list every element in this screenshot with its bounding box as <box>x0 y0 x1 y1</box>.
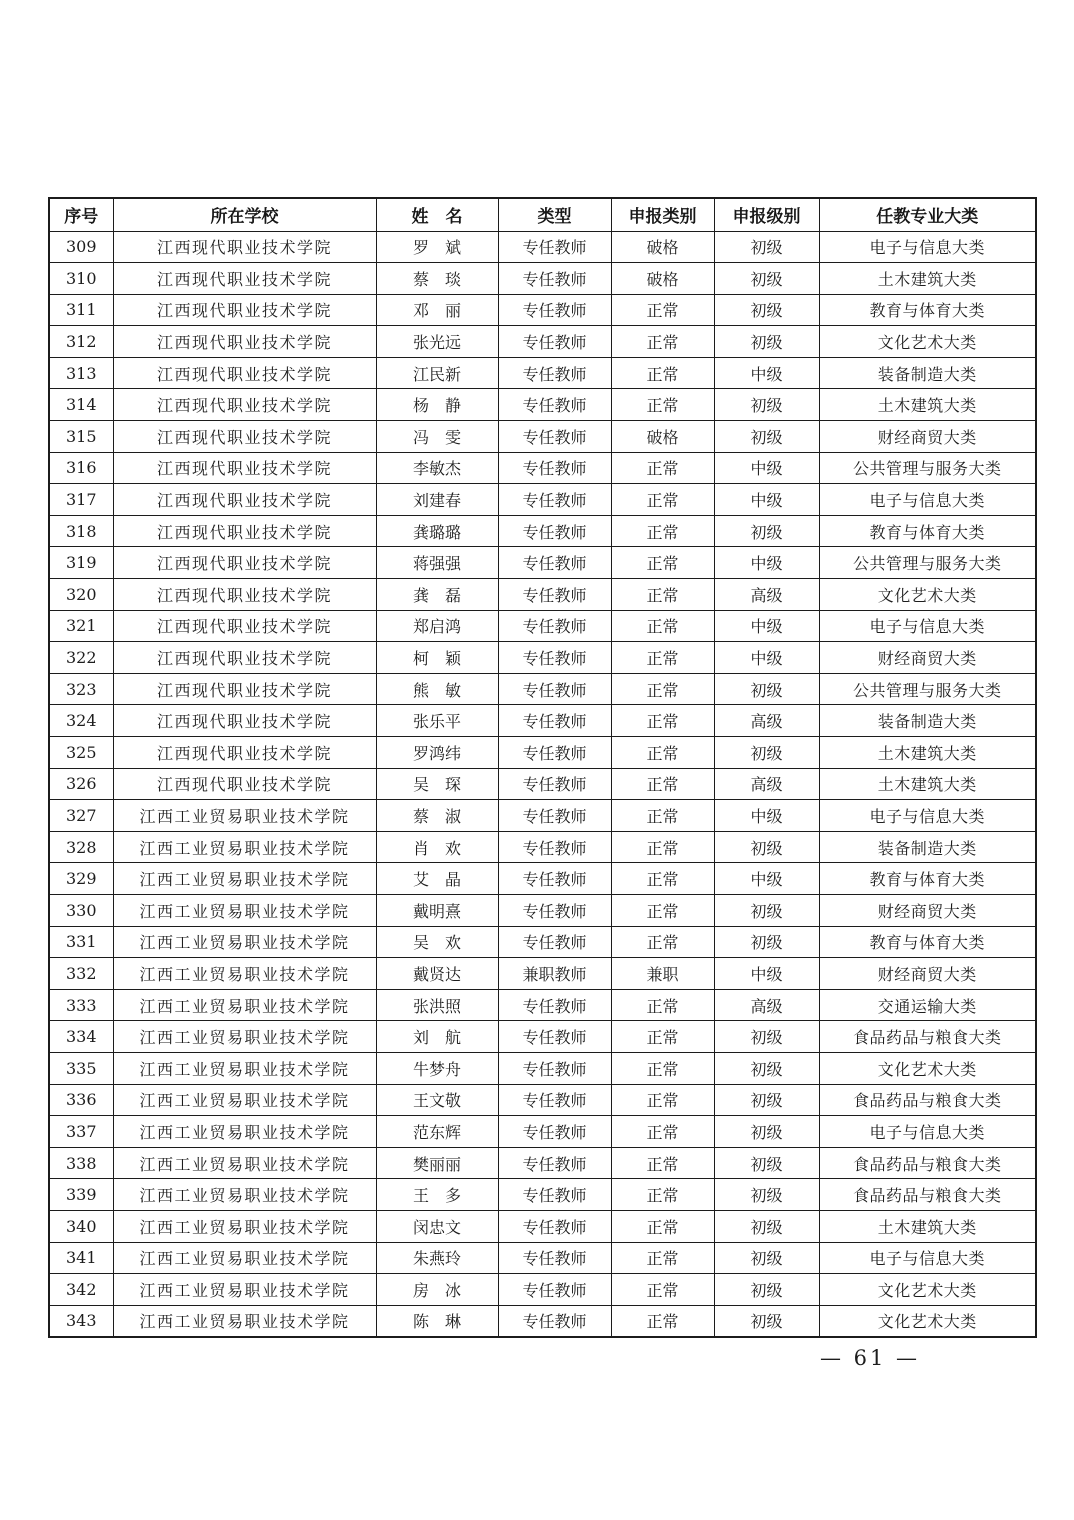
cell: 310 <box>49 263 113 295</box>
cell: 339 <box>49 1179 113 1211</box>
cell: 314 <box>49 389 113 421</box>
cell: 正常 <box>611 389 714 421</box>
cell: 正常 <box>611 357 714 389</box>
cell: 江西工业贸易职业技术学院 <box>113 958 376 990</box>
cell: 正常 <box>611 831 714 863</box>
cell: 土木建筑大类 <box>819 263 1036 295</box>
cell: 交通运输大类 <box>819 989 1036 1021</box>
cell: 专任教师 <box>498 579 611 611</box>
cell: 戴贤达 <box>376 958 498 990</box>
cell: 正常 <box>611 547 714 579</box>
cell: 江西现代职业技术学院 <box>113 705 376 737</box>
cell: 正常 <box>611 1274 714 1306</box>
table-row <box>49 294 1036 326</box>
cell: 专任教师 <box>498 231 611 263</box>
cell: 专任教师 <box>498 263 611 295</box>
column-header: 任教专业大类 <box>819 198 1036 231</box>
cell: 江西工业贸易职业技术学院 <box>113 1147 376 1179</box>
cell: 电子与信息大类 <box>819 484 1036 516</box>
cell: 正常 <box>611 610 714 642</box>
table-row <box>49 831 1036 863</box>
cell: 高级 <box>714 579 819 611</box>
cell: 江西工业贸易职业技术学院 <box>113 863 376 895</box>
table-row <box>49 768 1036 800</box>
cell: 专任教师 <box>498 610 611 642</box>
cell: 初级 <box>714 673 819 705</box>
cell: 装备制造大类 <box>819 705 1036 737</box>
cell: 江西工业贸易职业技术学院 <box>113 1021 376 1053</box>
cell: 正常 <box>611 673 714 705</box>
cell: 334 <box>49 1021 113 1053</box>
cell: 专任教师 <box>498 421 611 453</box>
table-row <box>49 1210 1036 1242</box>
cell: 江西现代职业技术学院 <box>113 515 376 547</box>
table-row <box>49 515 1036 547</box>
table-row <box>49 484 1036 516</box>
cell: 江西现代职业技术学院 <box>113 231 376 263</box>
cell: 318 <box>49 515 113 547</box>
column-header: 姓 名 <box>376 198 498 231</box>
cell: 公共管理与服务大类 <box>819 673 1036 705</box>
cell: 吴 欢 <box>376 926 498 958</box>
cell: 正常 <box>611 1305 714 1337</box>
cell: 江西现代职业技术学院 <box>113 294 376 326</box>
cell: 324 <box>49 705 113 737</box>
cell: 中级 <box>714 610 819 642</box>
cell: 樊丽丽 <box>376 1147 498 1179</box>
cell: 初级 <box>714 231 819 263</box>
cell: 电子与信息大类 <box>819 231 1036 263</box>
cell: 高级 <box>714 768 819 800</box>
cell: 中级 <box>714 642 819 674</box>
cell: 专任教师 <box>498 894 611 926</box>
cell: 江西工业贸易职业技术学院 <box>113 926 376 958</box>
cell: 电子与信息大类 <box>819 800 1036 832</box>
cell: 食品药品与粮食大类 <box>819 1179 1036 1211</box>
cell: 专任教师 <box>498 1274 611 1306</box>
cell: 江西现代职业技术学院 <box>113 357 376 389</box>
cell: 江西现代职业技术学院 <box>113 389 376 421</box>
column-header: 所在学校 <box>113 198 376 231</box>
cell: 330 <box>49 894 113 926</box>
cell: 正常 <box>611 1242 714 1274</box>
cell: 江西现代职业技术学院 <box>113 579 376 611</box>
table-row <box>49 357 1036 389</box>
cell: 江西现代职业技术学院 <box>113 484 376 516</box>
table-row <box>49 705 1036 737</box>
cell: 江西工业贸易职业技术学院 <box>113 800 376 832</box>
table-row <box>49 642 1036 674</box>
cell: 初级 <box>714 1210 819 1242</box>
cell: 龚璐璐 <box>376 515 498 547</box>
cell: 教育与体育大类 <box>819 926 1036 958</box>
cell: 初级 <box>714 1305 819 1337</box>
cell: 初级 <box>714 737 819 769</box>
cell: 江西现代职业技术学院 <box>113 452 376 484</box>
cell: 正常 <box>611 1052 714 1084</box>
cell: 房 冰 <box>376 1274 498 1306</box>
cell: 338 <box>49 1147 113 1179</box>
cell: 江西现代职业技术学院 <box>113 768 376 800</box>
cell: 江西工业贸易职业技术学院 <box>113 1052 376 1084</box>
cell: 江西工业贸易职业技术学院 <box>113 1242 376 1274</box>
cell: 专任教师 <box>498 1179 611 1211</box>
cell: 专任教师 <box>498 989 611 1021</box>
table-row <box>49 231 1036 263</box>
table-row <box>49 263 1036 295</box>
cell: 312 <box>49 326 113 358</box>
cell: 江西工业贸易职业技术学院 <box>113 1274 376 1306</box>
table-row <box>49 894 1036 926</box>
cell: 正常 <box>611 1210 714 1242</box>
cell: 专任教师 <box>498 294 611 326</box>
cell: 初级 <box>714 926 819 958</box>
cell: 初级 <box>714 831 819 863</box>
cell: 张光远 <box>376 326 498 358</box>
cell: 343 <box>49 1305 113 1337</box>
cell: 专任教师 <box>498 673 611 705</box>
table-row <box>49 926 1036 958</box>
cell: 食品药品与粮食大类 <box>819 1021 1036 1053</box>
cell: 315 <box>49 421 113 453</box>
table-row <box>49 800 1036 832</box>
cell: 江西现代职业技术学院 <box>113 673 376 705</box>
cell: 311 <box>49 294 113 326</box>
table-row <box>49 1052 1036 1084</box>
cell: 艾 晶 <box>376 863 498 895</box>
cell: 张乐平 <box>376 705 498 737</box>
page-number: — 61 — <box>819 1346 921 1370</box>
cell: 336 <box>49 1084 113 1116</box>
cell: 316 <box>49 452 113 484</box>
cell: 王文敬 <box>376 1084 498 1116</box>
table-row <box>49 958 1036 990</box>
cell: 财经商贸大类 <box>819 894 1036 926</box>
cell: 蔡 琰 <box>376 263 498 295</box>
cell: 初级 <box>714 894 819 926</box>
cell: 正常 <box>611 452 714 484</box>
cell: 专任教师 <box>498 1242 611 1274</box>
cell: 专任教师 <box>498 1052 611 1084</box>
cell: 柯 颖 <box>376 642 498 674</box>
table-row <box>49 389 1036 421</box>
cell: 江西现代职业技术学院 <box>113 326 376 358</box>
cell: 熊 敏 <box>376 673 498 705</box>
cell: 江西工业贸易职业技术学院 <box>113 1210 376 1242</box>
cell: 专任教师 <box>498 547 611 579</box>
cell: 江西工业贸易职业技术学院 <box>113 1116 376 1148</box>
cell: 龚 磊 <box>376 579 498 611</box>
cell: 正常 <box>611 579 714 611</box>
cell: 冯 雯 <box>376 421 498 453</box>
table-row <box>49 610 1036 642</box>
cell: 电子与信息大类 <box>819 610 1036 642</box>
cell: 闵忠文 <box>376 1210 498 1242</box>
cell: 装备制造大类 <box>819 831 1036 863</box>
column-header: 申报类别 <box>611 198 714 231</box>
cell: 正常 <box>611 1084 714 1116</box>
table-row <box>49 989 1036 1021</box>
cell: 中级 <box>714 357 819 389</box>
cell: 初级 <box>714 1084 819 1116</box>
cell: 专任教师 <box>498 1116 611 1148</box>
cell: 专任教师 <box>498 642 611 674</box>
cell: 兼职教师 <box>498 958 611 990</box>
cell: 朱燕玲 <box>376 1242 498 1274</box>
cell: 309 <box>49 231 113 263</box>
cell: 江西工业贸易职业技术学院 <box>113 1179 376 1211</box>
cell: 电子与信息大类 <box>819 1116 1036 1148</box>
cell: 文化艺术大类 <box>819 1274 1036 1306</box>
cell: 江西工业贸易职业技术学院 <box>113 831 376 863</box>
cell: 331 <box>49 926 113 958</box>
cell: 正常 <box>611 642 714 674</box>
cell: 王 多 <box>376 1179 498 1211</box>
cell: 牛梦舟 <box>376 1052 498 1084</box>
column-header: 序号 <box>49 198 113 231</box>
cell: 初级 <box>714 1274 819 1306</box>
cell: 土木建筑大类 <box>819 389 1036 421</box>
cell: 321 <box>49 610 113 642</box>
cell: 正常 <box>611 294 714 326</box>
cell: 专任教师 <box>498 705 611 737</box>
cell: 杨 静 <box>376 389 498 421</box>
cell: 江民新 <box>376 357 498 389</box>
cell: 325 <box>49 737 113 769</box>
table-row <box>49 1084 1036 1116</box>
cell: 323 <box>49 673 113 705</box>
cell: 吴 琛 <box>376 768 498 800</box>
cell: 李敏杰 <box>376 452 498 484</box>
cell: 江西现代职业技术学院 <box>113 610 376 642</box>
cell: 公共管理与服务大类 <box>819 547 1036 579</box>
column-header: 申报级别 <box>714 198 819 231</box>
table-row <box>49 1274 1036 1306</box>
table-row <box>49 737 1036 769</box>
cell: 江西现代职业技术学院 <box>113 263 376 295</box>
cell: 江西工业贸易职业技术学院 <box>113 894 376 926</box>
cell: 罗鸿纬 <box>376 737 498 769</box>
cell: 专任教师 <box>498 389 611 421</box>
cell: 江西现代职业技术学院 <box>113 642 376 674</box>
cell: 327 <box>49 800 113 832</box>
cell: 322 <box>49 642 113 674</box>
cell: 公共管理与服务大类 <box>819 452 1036 484</box>
cell: 蔡 淑 <box>376 800 498 832</box>
table-row <box>49 673 1036 705</box>
cell: 肖 欢 <box>376 831 498 863</box>
cell: 专任教师 <box>498 1147 611 1179</box>
cell: 江西工业贸易职业技术学院 <box>113 989 376 1021</box>
cell: 江西工业贸易职业技术学院 <box>113 1084 376 1116</box>
cell: 破格 <box>611 421 714 453</box>
cell: 食品药品与粮食大类 <box>819 1147 1036 1179</box>
cell: 破格 <box>611 263 714 295</box>
cell: 财经商贸大类 <box>819 642 1036 674</box>
cell: 初级 <box>714 326 819 358</box>
table-row <box>49 452 1036 484</box>
cell: 340 <box>49 1210 113 1242</box>
cell: 罗 斌 <box>376 231 498 263</box>
cell: 正常 <box>611 800 714 832</box>
cell: 正常 <box>611 1179 714 1211</box>
cell: 正常 <box>611 989 714 1021</box>
cell: 教育与体育大类 <box>819 294 1036 326</box>
cell: 初级 <box>714 1116 819 1148</box>
cell: 张洪照 <box>376 989 498 1021</box>
cell: 教育与体育大类 <box>819 515 1036 547</box>
cell: 正常 <box>611 326 714 358</box>
cell: 专任教师 <box>498 484 611 516</box>
cell: 337 <box>49 1116 113 1148</box>
cell: 专任教师 <box>498 863 611 895</box>
cell: 文化艺术大类 <box>819 326 1036 358</box>
cell: 蒋强强 <box>376 547 498 579</box>
cell: 江西现代职业技术学院 <box>113 421 376 453</box>
cell: 财经商贸大类 <box>819 421 1036 453</box>
cell: 正常 <box>611 768 714 800</box>
cell: 专任教师 <box>498 1305 611 1337</box>
cell: 刘建春 <box>376 484 498 516</box>
cell: 专任教师 <box>498 831 611 863</box>
cell: 初级 <box>714 294 819 326</box>
cell: 正常 <box>611 705 714 737</box>
cell: 正常 <box>611 926 714 958</box>
cell: 专任教师 <box>498 1210 611 1242</box>
cell: 文化艺术大类 <box>819 1305 1036 1337</box>
cell: 342 <box>49 1274 113 1306</box>
cell: 正常 <box>611 484 714 516</box>
cell: 土木建筑大类 <box>819 737 1036 769</box>
cell: 328 <box>49 831 113 863</box>
cell: 专任教师 <box>498 1084 611 1116</box>
cell: 329 <box>49 863 113 895</box>
cell: 中级 <box>714 484 819 516</box>
cell: 邓 丽 <box>376 294 498 326</box>
table-row <box>49 326 1036 358</box>
cell: 317 <box>49 484 113 516</box>
cell: 高级 <box>714 989 819 1021</box>
cell: 高级 <box>714 705 819 737</box>
table-row <box>49 1242 1036 1274</box>
cell: 专任教师 <box>498 326 611 358</box>
cell: 装备制造大类 <box>819 357 1036 389</box>
cell: 兼职 <box>611 958 714 990</box>
cell: 正常 <box>611 894 714 926</box>
cell: 专任教师 <box>498 452 611 484</box>
table-row <box>49 1147 1036 1179</box>
cell: 初级 <box>714 421 819 453</box>
cell: 313 <box>49 357 113 389</box>
table-row <box>49 547 1036 579</box>
table-row <box>49 1179 1036 1211</box>
cell: 财经商贸大类 <box>819 958 1036 990</box>
cell: 中级 <box>714 800 819 832</box>
cell: 中级 <box>714 547 819 579</box>
column-header: 类型 <box>498 198 611 231</box>
cell: 专任教师 <box>498 926 611 958</box>
cell: 戴明熹 <box>376 894 498 926</box>
cell: 332 <box>49 958 113 990</box>
table-row <box>49 1305 1036 1337</box>
cell: 正常 <box>611 1116 714 1148</box>
cell: 初级 <box>714 1021 819 1053</box>
cell: 初级 <box>714 1147 819 1179</box>
cell: 范东辉 <box>376 1116 498 1148</box>
cell: 初级 <box>714 1242 819 1274</box>
cell: 正常 <box>611 737 714 769</box>
cell: 江西现代职业技术学院 <box>113 737 376 769</box>
cell: 郑启鸿 <box>376 610 498 642</box>
cell: 初级 <box>714 263 819 295</box>
cell: 320 <box>49 579 113 611</box>
cell: 319 <box>49 547 113 579</box>
cell: 文化艺术大类 <box>819 579 1036 611</box>
cell: 正常 <box>611 863 714 895</box>
cell: 教育与体育大类 <box>819 863 1036 895</box>
cell: 陈 琳 <box>376 1305 498 1337</box>
cell: 破格 <box>611 231 714 263</box>
cell: 江西工业贸易职业技术学院 <box>113 1305 376 1337</box>
cell: 正常 <box>611 1147 714 1179</box>
cell: 341 <box>49 1242 113 1274</box>
cell: 中级 <box>714 958 819 990</box>
cell: 文化艺术大类 <box>819 1052 1036 1084</box>
cell: 刘 航 <box>376 1021 498 1053</box>
cell: 正常 <box>611 515 714 547</box>
cell: 初级 <box>714 1179 819 1211</box>
cell: 初级 <box>714 389 819 421</box>
cell: 专任教师 <box>498 1021 611 1053</box>
cell: 333 <box>49 989 113 1021</box>
cell: 江西现代职业技术学院 <box>113 547 376 579</box>
cell: 326 <box>49 768 113 800</box>
cell: 电子与信息大类 <box>819 1242 1036 1274</box>
cell: 专任教师 <box>498 737 611 769</box>
table-row <box>49 1021 1036 1053</box>
table-header-row <box>49 198 1036 231</box>
cell: 中级 <box>714 452 819 484</box>
cell: 专任教师 <box>498 515 611 547</box>
cell: 335 <box>49 1052 113 1084</box>
cell: 中级 <box>714 863 819 895</box>
cell: 土木建筑大类 <box>819 1210 1036 1242</box>
cell: 初级 <box>714 515 819 547</box>
cell: 专任教师 <box>498 800 611 832</box>
table-row <box>49 579 1036 611</box>
cell: 初级 <box>714 1052 819 1084</box>
cell: 正常 <box>611 1021 714 1053</box>
cell: 专任教师 <box>498 768 611 800</box>
table-row <box>49 1116 1036 1148</box>
cell: 专任教师 <box>498 357 611 389</box>
table-row <box>49 863 1036 895</box>
teacher-roster-table <box>48 197 1037 1338</box>
table-row <box>49 421 1036 453</box>
cell: 食品药品与粮食大类 <box>819 1084 1036 1116</box>
cell: 土木建筑大类 <box>819 768 1036 800</box>
